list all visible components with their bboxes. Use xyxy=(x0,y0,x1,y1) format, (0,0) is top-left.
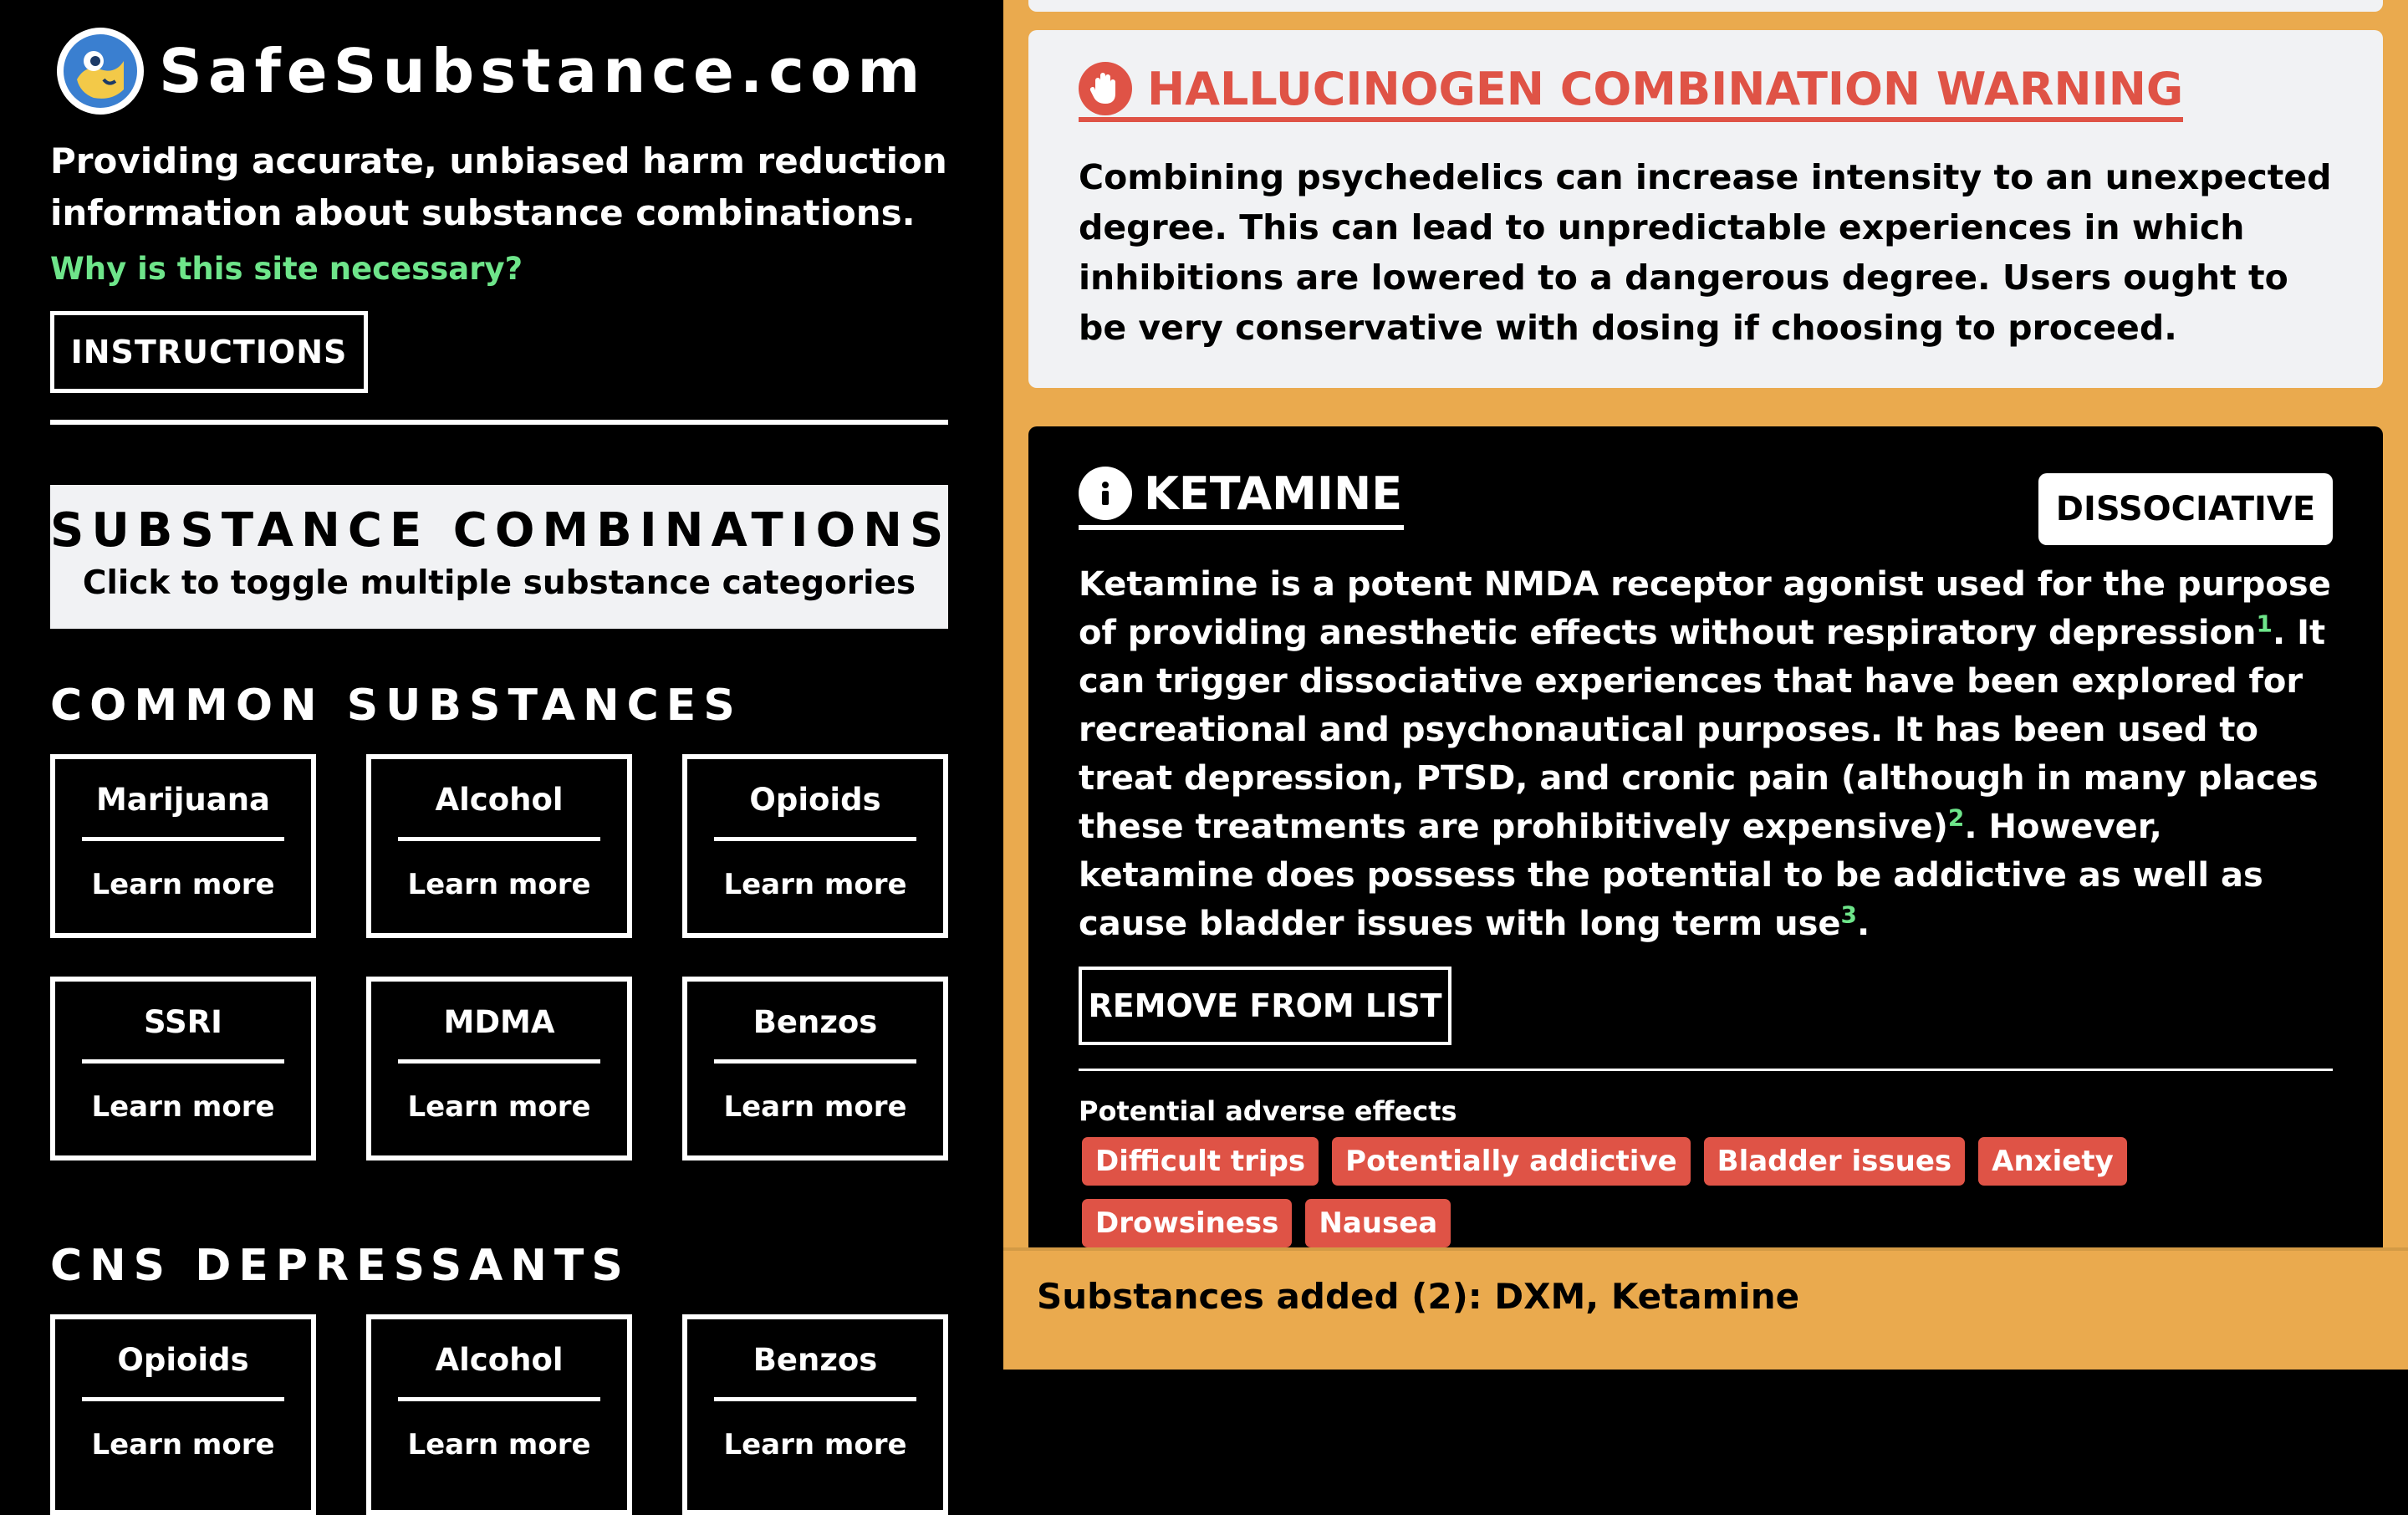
tagline: Providing accurate, unbiased harm reduction information about substance combinations. xyxy=(50,140,947,233)
learn-more-link[interactable]: Learn more xyxy=(723,1090,907,1124)
description-part: . It can trigger dissociative experiences that have been explored for recreational and psychonautical purposes. It has been used to treat depression, PTSD, and cronic pain (although in many places these treatments are prohibitively expensive) xyxy=(1079,614,2326,846)
learn-more-link[interactable]: Learn more xyxy=(91,1090,275,1124)
card-name: Marijuana xyxy=(82,759,284,841)
substance-card-ssri[interactable] xyxy=(50,977,316,1160)
card-name: Alcohol xyxy=(398,1319,600,1401)
cns-depressants-grid xyxy=(50,1314,948,1515)
safesubstance-logo-icon xyxy=(57,28,144,115)
previous-card-edge xyxy=(1028,0,2383,12)
warning-title: HALLUCINOGEN COMBINATION WARNING xyxy=(1147,62,2184,115)
right-panel xyxy=(1003,0,2408,1370)
adverse-effects-label: Potential adverse effects xyxy=(1079,1095,1457,1127)
combinations-subtitle: Click to toggle multiple substance categories xyxy=(82,564,916,602)
adverse-effect-tag: Nausea xyxy=(1305,1199,1451,1247)
adverse-effects-tags xyxy=(1082,1137,2336,1247)
warning-text: Combining psychedelics can increase intensity to an unexpected degree. This can lead to unpredictable experiences in which inhibitions are lowered to a dangerous degree. Users ought to be very conservative with dosing if choosing to proceed. xyxy=(1079,157,2332,348)
substance-card-opioids[interactable] xyxy=(682,754,948,938)
learn-more-link[interactable]: Learn more xyxy=(407,1090,591,1124)
instructions-button[interactable]: INSTRUCTIONS xyxy=(50,311,368,393)
info-icon xyxy=(1079,467,1132,520)
learn-more-link[interactable]: Learn more xyxy=(407,1428,591,1461)
reference-link[interactable]: 2 xyxy=(1947,803,1965,832)
reference-link[interactable]: 3 xyxy=(1840,900,1857,929)
category-badge: DISSOCIATIVE xyxy=(2038,473,2333,545)
substance-card-marijuana[interactable] xyxy=(50,754,316,938)
warning-card xyxy=(1028,30,2383,388)
combinations-title: SUBSTANCE COMBINATIONS xyxy=(50,503,951,558)
adverse-effect-tag: Anxiety xyxy=(1978,1137,2127,1186)
description-part: . xyxy=(1857,905,1870,943)
adverse-effect-tag: Bladder issues xyxy=(1704,1137,1965,1186)
substance-card-alcohol[interactable] xyxy=(366,1314,632,1515)
adverse-effect-tag: Difficult trips xyxy=(1082,1137,1319,1186)
learn-more-link[interactable]: Learn more xyxy=(91,868,275,901)
description-part: . However, ketamine does possess the potential to be addictive as well as cause bladder issues with long term use xyxy=(1079,808,2263,943)
learn-more-link[interactable]: Learn more xyxy=(407,868,591,901)
substances-added-status: Substances added (2): DXM, Ketamine xyxy=(1037,1276,1800,1317)
substance-name: KETAMINE xyxy=(1144,467,1403,520)
status-bar xyxy=(1003,1247,2408,1370)
stop-hand-icon xyxy=(1079,62,1132,115)
substance-card-benzos[interactable] xyxy=(682,1314,948,1515)
warning-header xyxy=(1079,62,2183,122)
site-title: SafeSubstance.com xyxy=(159,36,926,106)
card-name: Benzos xyxy=(714,982,916,1064)
divider xyxy=(1079,1069,2333,1071)
card-name: Opioids xyxy=(714,759,916,841)
description-part: Ketamine is a potent NMDA receptor agonist used for the purpose of providing anesthetic effects without respiratory depression xyxy=(1079,565,2331,652)
remove-from-list-button[interactable]: REMOVE FROM LIST xyxy=(1079,967,1451,1045)
card-name: SSRI xyxy=(82,982,284,1064)
card-name: Benzos xyxy=(714,1319,916,1401)
section-heading-cns: CNS DEPRESSANTS xyxy=(50,1241,630,1291)
substance-card-opioids[interactable] xyxy=(50,1314,316,1515)
learn-more-link[interactable]: Learn more xyxy=(91,1428,275,1461)
substance-card-benzos[interactable] xyxy=(682,977,948,1160)
brand[interactable] xyxy=(57,25,926,117)
adverse-effect-tag: Drowsiness xyxy=(1082,1199,1292,1247)
learn-more-link[interactable]: Learn more xyxy=(723,868,907,901)
substance-detail-card xyxy=(1028,426,2383,1262)
card-name: Opioids xyxy=(82,1319,284,1401)
common-substances-grid xyxy=(50,754,948,1160)
why-necessary-link[interactable]: Why is this site necessary? xyxy=(50,251,523,287)
substance-description xyxy=(1079,560,2341,948)
reference-link[interactable]: 1 xyxy=(2256,610,2273,638)
learn-more-link[interactable]: Learn more xyxy=(723,1428,907,1461)
section-heading-common: COMMON SUBSTANCES xyxy=(50,681,742,731)
substance-header xyxy=(1079,462,1404,530)
substance-card-alcohol[interactable] xyxy=(366,754,632,938)
adverse-effect-tag: Potentially addictive xyxy=(1332,1137,1691,1186)
divider xyxy=(50,420,948,425)
substance-combinations-panel xyxy=(50,485,951,629)
card-name: MDMA xyxy=(398,982,600,1064)
left-panel xyxy=(0,0,1003,1461)
substance-card-mdma[interactable] xyxy=(366,977,632,1160)
card-name: Alcohol xyxy=(398,759,600,841)
